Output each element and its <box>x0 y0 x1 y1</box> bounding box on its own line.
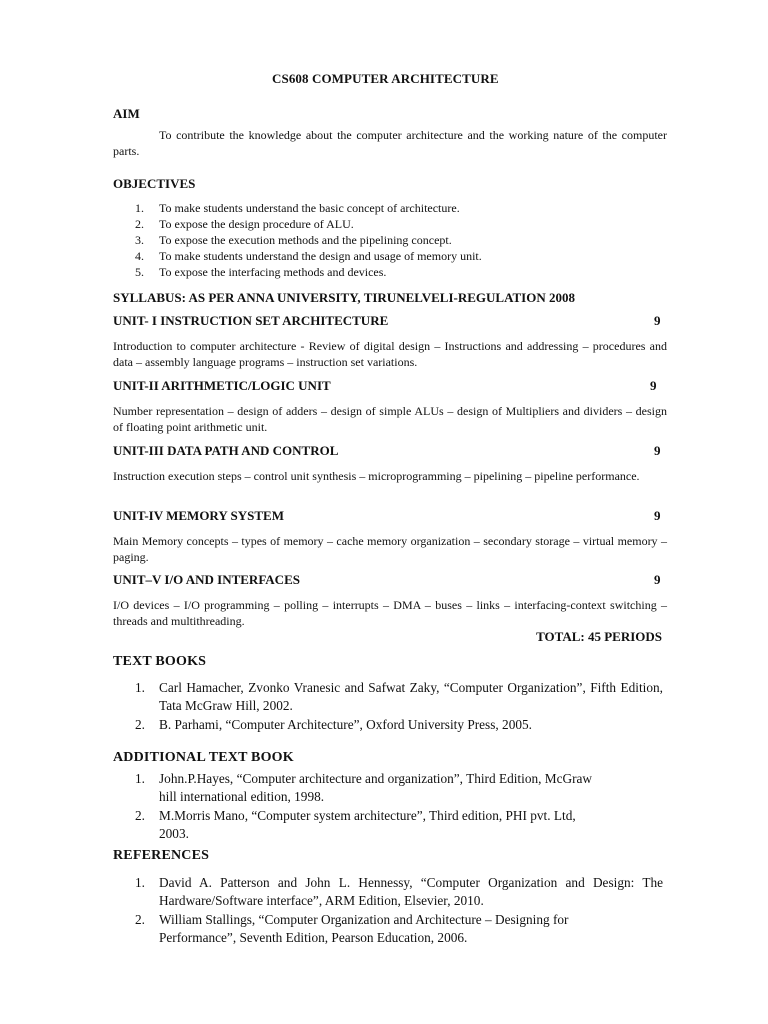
item-number: 5. <box>135 265 144 279</box>
item-number: 1. <box>135 680 145 695</box>
unit-hours: 9 <box>654 508 661 523</box>
syllabus-heading: SYLLABUS: AS PER ANNA UNIVERSITY, TIRUNELVELI-REGULATION 2008 <box>113 290 575 305</box>
item-number: 1. <box>135 875 145 890</box>
list-item <box>135 216 655 232</box>
references-list <box>135 874 663 946</box>
unit-title: UNIT–V I/O AND INTERFACES <box>113 572 300 587</box>
item-number: 2. <box>135 217 144 231</box>
aim-text: To contribute the knowledge about the computer architecture and the working nature of the computer parts. <box>113 128 667 158</box>
unit-title: UNIT-III DATA PATH AND CONTROL <box>113 443 339 458</box>
list-item <box>135 264 655 280</box>
list-item <box>135 716 663 734</box>
text-books-list <box>135 679 663 734</box>
unit-title: UNIT- I INSTRUCTION SET ARCHITECTURE <box>113 313 389 328</box>
additional-text-book-heading: ADDITIONAL TEXT BOOK <box>113 750 294 765</box>
item-text: Carl Hamacher, Zvonko Vranesic and Safwat Zaky, “Computer Organization”, Fifth Edition, Tata McGraw Hill, 2002. <box>159 680 663 713</box>
unit-hours: 9 <box>654 313 661 328</box>
unit-hours: 9 <box>654 572 661 587</box>
item-number: 4. <box>135 249 144 263</box>
item-number: 2. <box>135 808 145 823</box>
item-text: To expose the interfacing methods and devices. <box>159 265 387 279</box>
list-item <box>135 911 663 946</box>
item-text: B. Parhami, “Computer Architecture”, Oxford University Press, 2005. <box>159 717 532 732</box>
item-number: 3. <box>135 233 144 247</box>
item-number: 1. <box>135 771 145 786</box>
unit-2-heading <box>113 378 661 394</box>
unit-3-text: Instruction execution steps – control unit synthesis – microprogramming – pipelining – pipeline performance. <box>113 469 640 483</box>
unit-title: UNIT-IV MEMORY SYSTEM <box>113 508 284 523</box>
unit-2-text: Number representation – design of adders – design of simple ALUs – design of Multipliers and dividers – design of floating point arithmetic unit. <box>113 404 667 434</box>
item-text: To make students understand the basic concept of architecture. <box>159 201 460 215</box>
list-item <box>135 807 675 842</box>
list-item <box>135 248 655 264</box>
unit-1-text: Introduction to computer architecture - Review of digital design – Instructions and addressing – procedures and data – assembly language programs – instruction set variations. <box>113 339 667 369</box>
item-text-line: hill international edition, 1998. <box>159 788 325 804</box>
total-periods: TOTAL: 45 PERIODS <box>536 629 662 644</box>
item-text: To expose the execution methods and the pipelining concept. <box>159 233 452 247</box>
list-item <box>135 232 655 248</box>
unit-5-heading <box>113 572 661 588</box>
text-books-heading: TEXT BOOKS <box>113 654 207 669</box>
additional-text-book-list <box>135 770 675 842</box>
unit-hours: 9 <box>650 378 657 393</box>
references-heading: REFERENCES <box>113 848 210 863</box>
item-text-line: William Stallings, “Computer Organization and Architecture – Designing for <box>159 912 569 927</box>
item-number: 2. <box>135 717 145 732</box>
page-title: CS608 COMPUTER ARCHITECTURE <box>272 71 499 86</box>
unit-3-heading <box>113 443 661 459</box>
unit-title: UNIT-II ARITHMETIC/LOGIC UNIT <box>113 378 331 393</box>
list-item <box>135 200 655 216</box>
unit-5-text: I/O devices – I/O programming – polling – interrupts – DMA – buses – links – interfacing-context switching – threads and multithreading. <box>113 598 667 628</box>
unit-hours: 9 <box>654 443 661 458</box>
item-text-line: Performance”, Seventh Edition, Pearson Education, 2006. <box>159 929 468 945</box>
unit-4-text: Main Memory concepts – types of memory – cache memory organization – secondary storage – virtual memory – paging. <box>113 534 667 564</box>
list-item <box>135 679 663 714</box>
item-text: To expose the design procedure of ALU. <box>159 217 354 231</box>
aim-heading: AIM <box>113 106 140 121</box>
objectives-heading: OBJECTIVES <box>113 176 196 191</box>
item-text: To make students understand the design and usage of memory unit. <box>159 249 482 263</box>
objectives-list <box>135 200 655 280</box>
item-text-line: John.P.Hayes, “Computer architecture and organization”, Third Edition, McGraw <box>159 771 593 786</box>
item-text-line: 2003. <box>159 825 189 841</box>
item-number: 2. <box>135 912 145 927</box>
list-item <box>135 874 663 909</box>
unit-4-heading <box>113 508 661 524</box>
item-text: David A. Patterson and John L. Hennessy, “Computer Organization and Design: The Hardware/Software interface”, ARM Edition, Elsevier, 2010. <box>159 875 663 908</box>
item-text-line: M.Morris Mano, “Computer system architecture”, Third edition, PHI pvt. Ltd, <box>159 808 576 823</box>
item-number: 1. <box>135 201 144 215</box>
unit-1-heading <box>113 313 661 329</box>
list-item <box>135 770 675 805</box>
